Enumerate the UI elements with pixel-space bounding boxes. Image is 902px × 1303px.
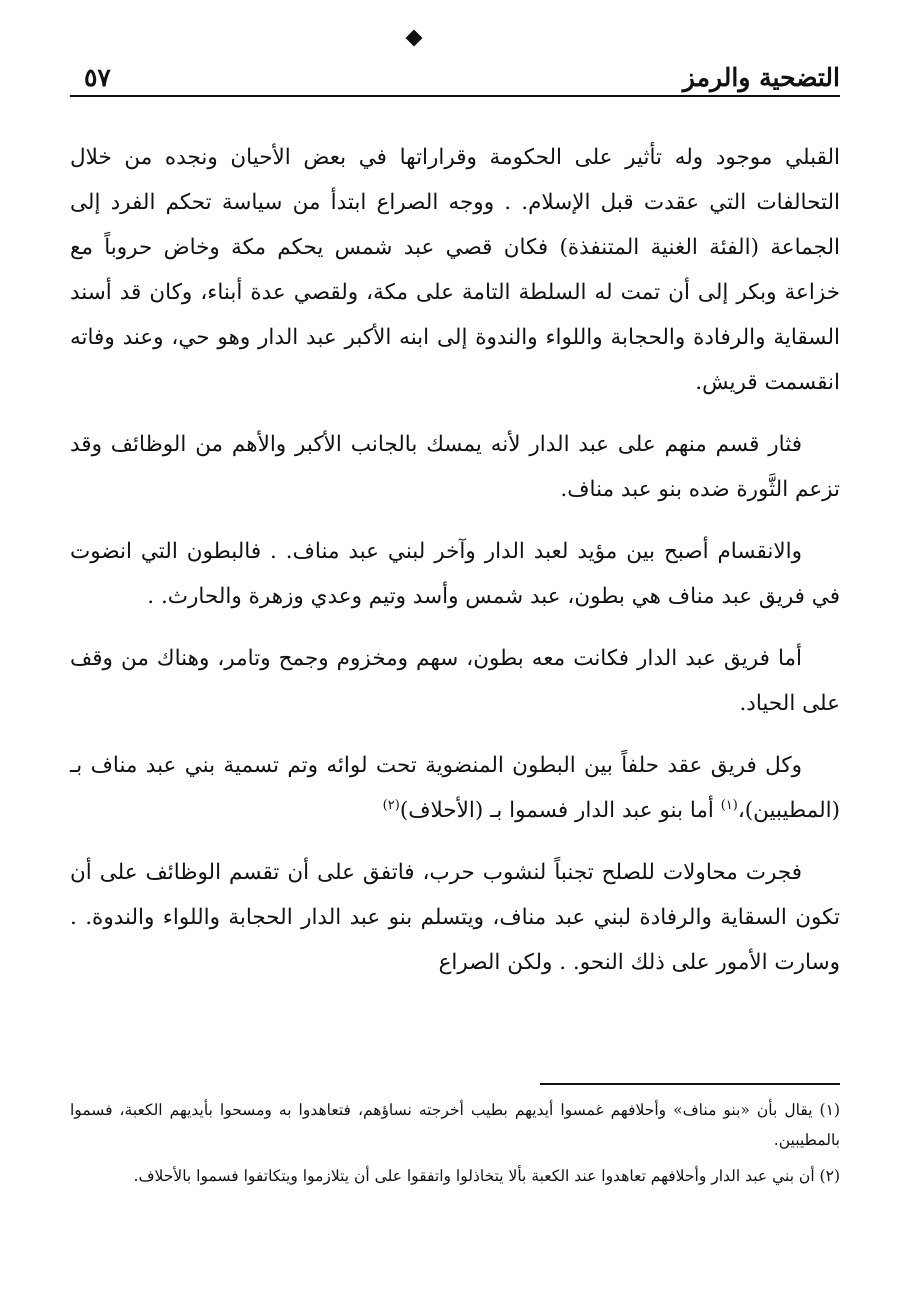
footnote-ref-1[interactable]: (١) [720,797,738,813]
paragraph-5-text-b: أما بنو عبد الدار فسموا بـ (الأحلاف) [399,798,721,823]
header-rule [70,95,840,97]
ornament-icon [406,30,423,47]
running-header [70,52,840,92]
paragraph-1: القبلي موجود وله تأثير على الحكومة وقراراتها في بعض الأحيان ونجده من خلال التحالفات التي عقدت قبل الإسلام. . ووجه الصراع ابتدأ من سياسة تحكم الفرد إلى الجماعة (الفئة الغنية المتنفذة) فكان قصي عبد شمس يحكم مكة وخاض حروباً مع خزاعة وبكر إلى أن تمت له السلطة التامة على مكة، ولقصي عدة أبناء، وكان قد أسند السقاية والرفادة والحجابة واللواء والندوة إلى ابنه الأكبر عبد الدار وهو حي، وعند وفاته انقسمت قريش. [70,145,840,395]
paragraph-5 [70,743,840,833]
paragraph-2: فثار قسم منهم على عبد الدار لأنه يمسك بالجانب الأكبر والأهم من الوظائف وقد تزعم الثَّورة ضده بنو عبد مناف. [70,432,840,502]
paragraph-3: والانقسام أصبح بين مؤيد لعبد الدار وآخر لبني عبد مناف. . فالبطون التي انضوت في فريق عبد مناف هي بطون، عبد شمس وأسد وتيم وعدي وزهرة والحارث. . [70,539,840,609]
footnote-rule [540,1083,840,1085]
book-page [70,0,840,1303]
footnote-2: (٢) أن بني عبد الدار وأحلافهم تعاهدوا عند الكعبة بألا يتخاذلوا واتفقوا على أن يتلازموا ويتكاتفوا فسموا بالأحلاف. [133,1167,840,1185]
body-text [70,135,840,1002]
running-title: التضحية والرمز [682,63,840,92]
page-number: ٥٧ [84,63,111,92]
paragraph-4: أما فريق عبد الدار فكانت معه بطون، سهم ومخزوم وجمح وتامر، وهناك من وقف على الحياد. [70,646,840,716]
paragraph-5-text-a: وكل فريق عقد حلفاً بين البطون المنضوية تحت لوائه وتم تسمية بني عبد مناف بـ (المطيبين)، [70,753,840,823]
footnote-1: (١) يقال بأن «بنو مناف» وأحلافهم غمسوا أيديهم بطيب أخرجته نساؤهم، فتعاهدوا به ومسحوا بأيديهم الكعبة، فسموا بالمطيبين. [70,1101,840,1149]
footnote-ref-2[interactable]: (٢) [382,797,400,813]
footnotes [70,1095,840,1197]
paragraph-6: فجرت محاولات للصلح تجنباً لنشوب حرب، فاتفق على أن تقسم الوظائف على أن تكون السقاية والرفادة لبني عبد مناف، ويتسلم بنو عبد الدار الحجابة واللواء والندوة. . وسارت الأمور على ذلك النحو. . ولكن الصراع [70,860,840,975]
